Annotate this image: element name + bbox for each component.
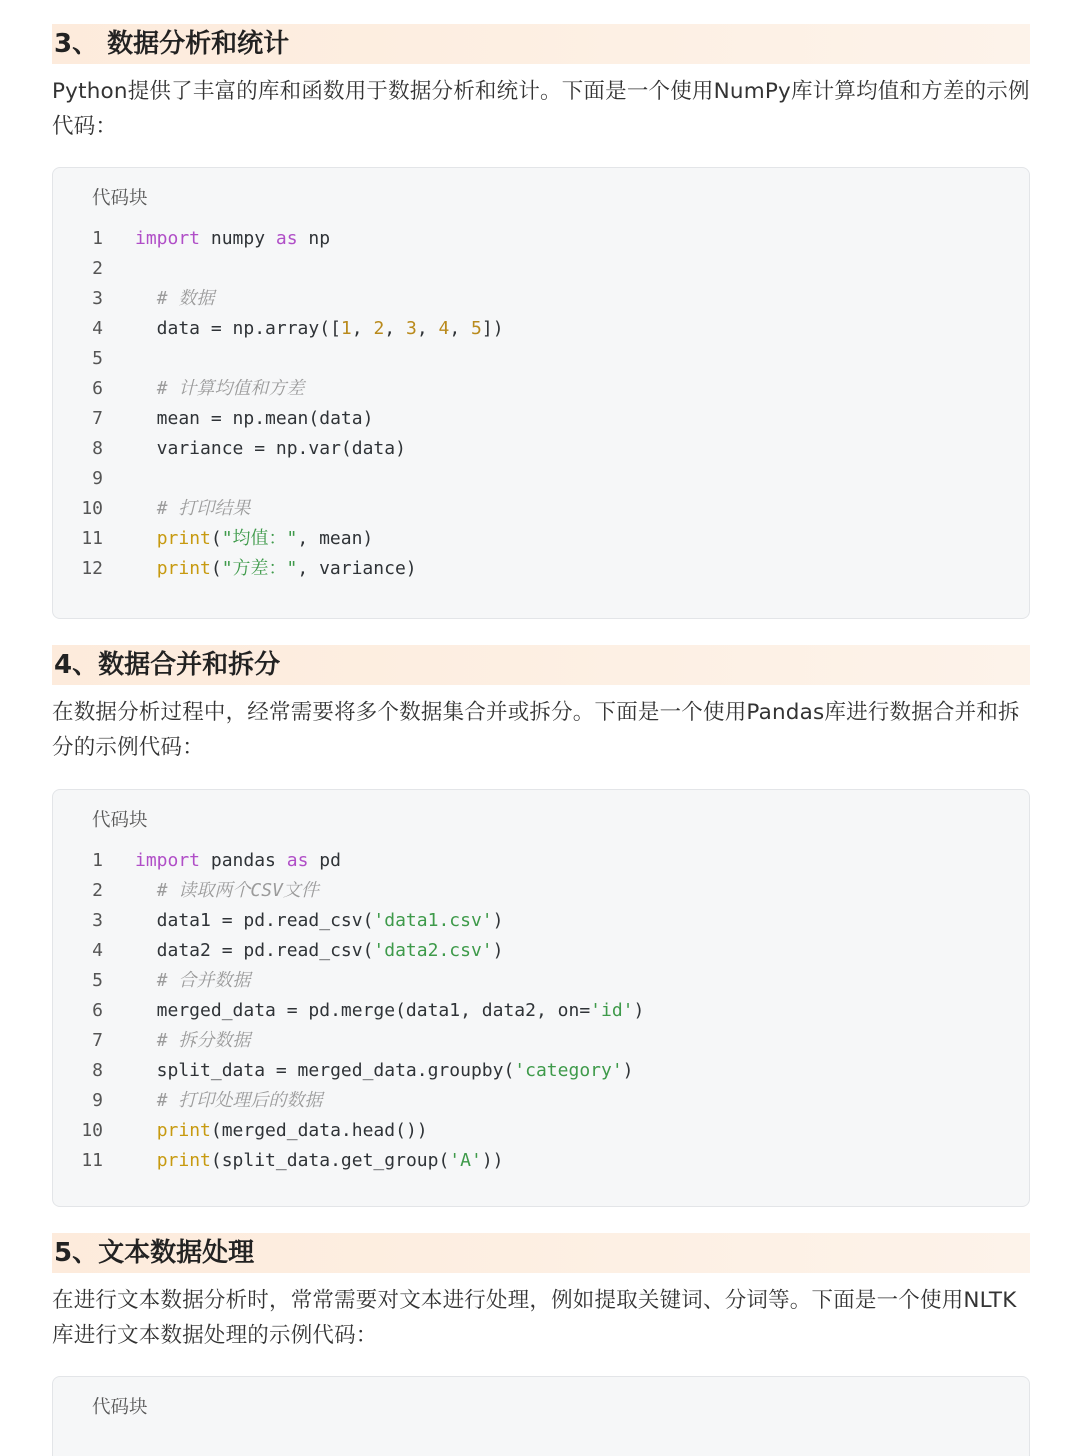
code-token: # 打印处理后的数据 (156, 1090, 323, 1111)
line-number: 11 (81, 528, 103, 549)
code-token: print (156, 528, 211, 549)
code-token: ) (622, 1060, 634, 1081)
section-paragraph: 在数据分析过程中，经常需要将多个数据集合并或拆分。下面是一个使用Pandas库进行数据合并和拆分的示例代码： (52, 700, 1020, 760)
code-text (135, 1116, 428, 1146)
code-token (135, 970, 157, 991)
code-token: (split_data.get_group( (210, 1150, 450, 1171)
code-token: )) (481, 1150, 504, 1171)
section-paragraph: Python提供了丰富的库和函数用于数据分析和统计。下面是一个使用NumPy库计算均值和方差的示例代码： (52, 79, 1030, 139)
line-number: 3 (92, 288, 103, 309)
code-token: merged_data = pd.merge(data1, data2, on= (135, 1000, 591, 1021)
code-token: ) (492, 910, 504, 931)
line-number: 4 (92, 318, 103, 339)
code-token: data2 = pd.read_csv( (135, 940, 374, 961)
code-block-label: 代码块 (92, 1397, 148, 1418)
line-number: 8 (92, 438, 103, 459)
line-number: 6 (92, 378, 103, 399)
code-text (135, 284, 214, 314)
line-number: 5 (92, 970, 103, 991)
code-token: print (156, 1150, 211, 1171)
code-text (135, 374, 304, 404)
code-token: # 数据 (156, 288, 215, 309)
code-token: , (416, 318, 439, 339)
code-token: # 计算均值和方差 (156, 378, 305, 399)
code-text (135, 846, 341, 876)
line-number: 10 (81, 498, 103, 519)
line-number: 1 (92, 228, 103, 249)
code-token: , (351, 318, 374, 339)
code-token: data1 = pd.read_csv( (135, 910, 374, 931)
code-token: "均值：" (221, 528, 298, 549)
code-token: as (286, 850, 309, 871)
code-text (135, 404, 373, 434)
code-text (135, 224, 330, 254)
code-token: 3 (405, 318, 417, 339)
code-token: ]) (481, 318, 504, 339)
code-text (135, 1146, 504, 1176)
line-number: 8 (92, 1060, 103, 1081)
code-token: as (275, 228, 298, 249)
line-number: 9 (92, 1090, 103, 1111)
line-number: 5 (92, 348, 103, 369)
code-token (135, 378, 157, 399)
line-number: 11 (81, 1150, 103, 1171)
code-token (135, 498, 157, 519)
code-token: split_data = merged_data.groupby( (135, 1060, 515, 1081)
section-heading: 4、数据合并和拆分 (52, 645, 1030, 685)
code-token (135, 288, 157, 309)
code-token (135, 528, 157, 549)
code-token: , mean) (297, 528, 374, 549)
line-number: 2 (92, 880, 103, 901)
code-token: 2 (373, 318, 385, 339)
code-token: import (135, 850, 201, 871)
code-token: 1 (340, 318, 352, 339)
code-token: # 打印结果 (156, 498, 251, 519)
code-token: numpy (200, 228, 276, 249)
code-token: # 合并数据 (156, 970, 251, 991)
code-token: import (135, 228, 201, 249)
code-block (52, 167, 1030, 619)
code-token: variance = np.var(data) (135, 438, 406, 459)
code-text (135, 434, 406, 464)
section-data-analysis (52, 24, 1030, 144)
code-token: np (297, 228, 331, 249)
code-text (135, 554, 417, 584)
code-text (135, 524, 373, 554)
code-text (135, 996, 644, 1026)
code-token: "方差：" (221, 558, 298, 579)
code-token: # 读取两个CSV文件 (156, 880, 319, 901)
code-token: 'category' (514, 1060, 623, 1081)
code-token (135, 880, 157, 901)
code-token: ) (633, 1000, 645, 1021)
section-merge-split (52, 645, 1030, 765)
code-token (135, 1150, 157, 1171)
line-number: 7 (92, 408, 103, 429)
code-text (135, 936, 503, 966)
section-text-processing (52, 1233, 1030, 1353)
code-token: , (384, 318, 406, 339)
line-number: 2 (92, 258, 103, 279)
code-token (135, 1120, 157, 1141)
code-token: # 拆分数据 (156, 1030, 251, 1051)
line-number: 9 (92, 468, 103, 489)
code-token: ) (492, 940, 504, 961)
code-text (135, 1086, 322, 1116)
code-token: , variance) (297, 558, 417, 579)
code-text (135, 494, 250, 524)
code-token: 'data2.csv' (373, 940, 493, 961)
code-token: print (156, 1120, 211, 1141)
code-token (135, 558, 157, 579)
code-block (52, 1376, 1030, 1456)
code-token: 'id' (590, 1000, 634, 1021)
code-token: 5 (471, 318, 482, 339)
line-number: 6 (92, 1000, 103, 1021)
code-token (135, 1030, 157, 1051)
code-token: pd (308, 850, 341, 871)
section-heading: 5、文本数据处理 (52, 1233, 1030, 1273)
line-number: 7 (92, 1030, 103, 1051)
code-text (135, 1026, 250, 1056)
code-text (135, 906, 503, 936)
section-heading: 3、 数据分析和统计 (52, 24, 1030, 64)
line-number: 12 (81, 558, 103, 579)
code-text (135, 314, 504, 344)
code-block (52, 789, 1030, 1207)
code-text (135, 1056, 634, 1086)
code-token: data = np.array([ (135, 318, 341, 339)
code-token: 'data1.csv' (373, 910, 493, 931)
code-text (135, 966, 250, 996)
code-text (135, 876, 319, 906)
code-token: 4 (438, 318, 450, 339)
code-token: , (449, 318, 472, 339)
section-paragraph: 在进行文本数据分析时，常常需要对文本进行处理，例如提取关键词、分词等。下面是一个使用NLTK库进行文本数据处理的示例代码： (52, 1288, 1017, 1348)
code-token (135, 1090, 157, 1111)
code-block-label: 代码块 (92, 810, 148, 831)
code-token: ( (210, 558, 222, 579)
code-token: ( (210, 528, 222, 549)
line-number: 3 (92, 910, 103, 931)
line-number: 10 (81, 1120, 103, 1141)
line-number: 1 (92, 850, 103, 871)
line-number: 4 (92, 940, 103, 961)
code-token: pandas (200, 850, 287, 871)
code-token: print (156, 558, 211, 579)
code-token: 'A' (449, 1150, 482, 1171)
code-block-label: 代码块 (92, 188, 148, 209)
code-token: (merged_data.head()) (210, 1120, 428, 1141)
code-token: mean = np.mean(data) (135, 408, 374, 429)
